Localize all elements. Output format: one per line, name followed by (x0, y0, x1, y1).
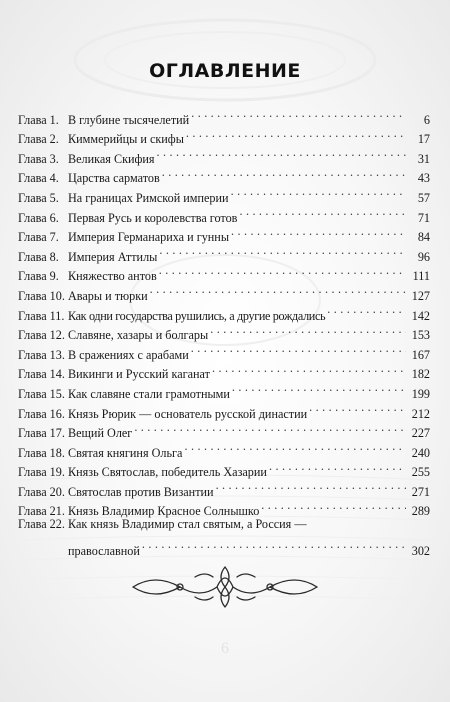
chapter-number: Глава 15. (18, 386, 65, 401)
page-title: ОГЛАВЛЕНИЕ (149, 60, 301, 82)
dot-leader (184, 437, 406, 457)
page-number: 212 (411, 406, 430, 421)
chapter-number: Глава 18. (18, 445, 65, 460)
page-number: 302 (411, 543, 430, 558)
dot-leader (159, 261, 406, 281)
table-of-contents (18, 104, 430, 558)
chapter-title: Великая Скифия (68, 151, 155, 166)
chapter-number: Глава 5. (18, 190, 59, 205)
dot-leader (216, 476, 406, 496)
chapter-number: Глава 2. (18, 132, 59, 147)
dot-leader (309, 398, 406, 418)
chapter-number: Глава 6. (18, 210, 59, 225)
chapter-number: Глава 9. (18, 269, 59, 284)
toc-entry[interactable] (18, 104, 430, 127)
chapter-number: Глава 4. (18, 171, 59, 186)
chapter-title: В глубине тысячелетий (68, 112, 190, 127)
dot-leader (162, 163, 406, 183)
chapter-title: Князь Владимир Красное Солнышко (68, 504, 260, 519)
dot-leader (191, 339, 406, 359)
decorative-ornament (125, 563, 325, 611)
page-number: 71 (417, 210, 430, 225)
chapter-number: Глава 1. (18, 112, 59, 127)
chapter-title-line2: православной (68, 543, 140, 558)
page-number: 17 (417, 132, 430, 147)
page-number: 142 (411, 308, 430, 323)
page-number: 271 (411, 484, 430, 499)
chapter-title: Киммерийцы и скифы (68, 132, 184, 147)
toc-entry-last-continuation[interactable] (18, 535, 430, 558)
chapter-number: Глава 16. (18, 406, 65, 421)
page-number-footer: 6 (221, 640, 229, 657)
dot-leader (261, 496, 406, 516)
dot-leader (231, 182, 406, 202)
chapter-title: Вещий Олег (68, 426, 133, 441)
dot-leader (231, 222, 406, 242)
page-number: 182 (411, 367, 430, 382)
page-number: 199 (411, 386, 430, 401)
chapter-title: Империя Аттилы (68, 249, 158, 264)
toc-entry-last[interactable] (18, 515, 430, 535)
dot-leader (159, 241, 406, 261)
page-number: 289 (411, 504, 430, 519)
page-number: 84 (417, 230, 430, 245)
page-number: 6 (423, 112, 430, 127)
chapter-number: Глава 13. (18, 347, 65, 362)
chapter-title: Святослав против Византии (68, 484, 214, 499)
chapter-title: Князь Святослав, победитель Хазарии (68, 465, 267, 480)
dot-leader (210, 320, 406, 340)
chapter-title: Славяне, хазары и болгары (68, 328, 209, 343)
dot-leader (232, 378, 406, 398)
page-number: 240 (411, 445, 430, 460)
chapter-title: Княжество антов (68, 269, 157, 284)
dot-leader (269, 457, 406, 477)
chapter-title: На границах Римской империи (68, 190, 229, 205)
dot-leader (134, 418, 406, 438)
chapter-number: Глава 7. (18, 230, 59, 245)
dot-leader (150, 280, 406, 300)
chapter-title-line1: Как князь Владимир стал святым, а Россия — (68, 517, 307, 532)
chapter-number: Глава 11. (18, 308, 65, 323)
dot-leader (212, 359, 406, 379)
page-number: 227 (411, 426, 430, 441)
chapter-number: Глава 12. (18, 328, 65, 343)
chapter-number: Глава 21. (18, 504, 65, 519)
dot-leader (239, 202, 406, 222)
chapter-number: Глава 14. (18, 367, 65, 382)
chapter-number: Глава 22. (18, 517, 65, 532)
chapter-number: Глава 8. (18, 249, 59, 264)
chapter-number: Глава 17. (18, 426, 65, 441)
page-number: 167 (411, 347, 430, 362)
dot-leader (157, 143, 406, 163)
page-number: 111 (412, 269, 430, 284)
page-number: 255 (411, 465, 430, 480)
dot-leader (142, 535, 406, 555)
chapter-number: Глава 19. (18, 465, 65, 480)
chapter-title: Викинги и Русский каганат (68, 367, 210, 382)
page-number: 31 (417, 151, 430, 166)
chapter-title: Империя Германариха и гунны (68, 230, 230, 245)
page-number: 127 (411, 288, 430, 303)
chapter-title: Царства сарматов (68, 171, 160, 186)
chapter-title: Авары и тюрки (68, 288, 148, 303)
chapter-number: Глава 3. (18, 151, 59, 166)
chapter-title: Святая княгиня Ольга (68, 445, 183, 460)
chapter-title: Князь Рюрик — основатель русской династии (68, 406, 308, 421)
page-number: 96 (417, 249, 430, 264)
dot-leader (191, 104, 406, 124)
dot-leader (186, 124, 406, 144)
dot-leader (327, 300, 406, 320)
chapter-title: Первая Русь и королевства готов (68, 210, 238, 225)
page-number: 153 (411, 328, 430, 343)
chapter-title: Как славяне стали грамотными (68, 386, 230, 401)
chapter-number: Глава 10. (18, 288, 65, 303)
page-number: 43 (417, 171, 430, 186)
page-number: 57 (417, 190, 430, 205)
chapter-number: Глава 20. (18, 484, 65, 499)
chapter-title: В сражениях с арабами (68, 347, 189, 362)
chapter-title: Как одни государства рушились, а другие рождались (68, 308, 326, 323)
